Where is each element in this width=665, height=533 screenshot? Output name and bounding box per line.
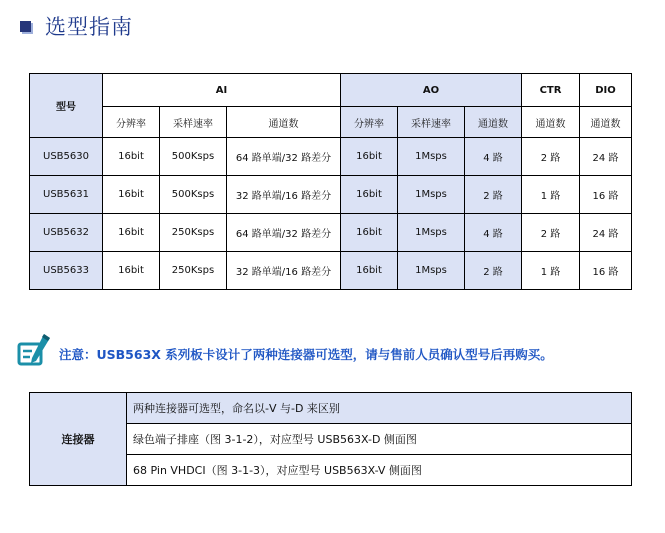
section-heading	[20, 12, 133, 40]
ctr-cell: 1 路	[522, 176, 580, 214]
ao-rate-cell: 1Msps	[398, 252, 465, 290]
ctr-cell: 1 路	[522, 252, 580, 290]
ai-channels-header: 通道数	[227, 107, 341, 138]
ao-resolution-cell: 16bit	[341, 176, 398, 214]
ai-rate-cell: 500Ksps	[160, 138, 227, 176]
connector-table	[29, 392, 632, 486]
heading-bullet-icon	[20, 21, 31, 32]
dio-channels-header: 通道数	[580, 107, 632, 138]
model-cell: USB5633	[30, 252, 103, 290]
table-row	[30, 214, 632, 252]
table-row	[30, 176, 632, 214]
ao-resolution-cell: 16bit	[341, 252, 398, 290]
ao-channels-header: 通道数	[465, 107, 522, 138]
ai-channels-cell: 64 路单端/32 路差分	[227, 214, 341, 252]
ao-rate-cell: 1Msps	[398, 214, 465, 252]
ctr-cell: 2 路	[522, 214, 580, 252]
ai-resolution-header: 分辨率	[103, 107, 160, 138]
ai-resolution-cell: 16bit	[103, 138, 160, 176]
ao-resolution-cell: 16bit	[341, 138, 398, 176]
dio-cell: 24 路	[580, 138, 632, 176]
ai-resolution-cell: 16bit	[103, 176, 160, 214]
dio-cell: 16 路	[580, 252, 632, 290]
ai-channels-cell: 64 路单端/32 路差分	[227, 138, 341, 176]
ctr-channels-header: 通道数	[522, 107, 580, 138]
ao-resolution-header: 分辨率	[341, 107, 398, 138]
model-cell: USB5630	[30, 138, 103, 176]
model-column-header: 型号	[30, 74, 103, 138]
ao-channels-cell: 4 路	[465, 138, 522, 176]
connector-desc-line: 68 Pin VHDCI（图 3-1-3），对应型号 USB563X-V 侧面图	[127, 455, 632, 486]
ao-rate-cell: 1Msps	[398, 138, 465, 176]
ai-rate-header: 采样速率	[160, 107, 227, 138]
note-text: 注意：USB563X 系列板卡设计了两种连接器可选型，请与售前人员确认型号后再购买。	[59, 347, 553, 362]
ai-resolution-cell: 16bit	[103, 214, 160, 252]
connector-label: 连接器	[30, 393, 127, 486]
selection-guide-table	[29, 73, 632, 290]
ao-channels-cell: 2 路	[465, 176, 522, 214]
ai-group-header: AI	[103, 74, 341, 107]
ai-channels-cell: 32 路单端/16 路差分	[227, 176, 341, 214]
note-callout	[17, 333, 553, 375]
ao-channels-cell: 2 路	[465, 252, 522, 290]
ai-rate-cell: 250Ksps	[160, 252, 227, 290]
table-row	[30, 393, 632, 424]
ai-resolution-cell: 16bit	[103, 252, 160, 290]
dio-group-header: DIO	[580, 74, 632, 107]
ao-rate-cell: 1Msps	[398, 176, 465, 214]
dio-cell: 16 路	[580, 176, 632, 214]
connector-desc-line: 两种连接器可选型，命名以-V 与-D 来区别	[127, 393, 632, 424]
ao-resolution-cell: 16bit	[341, 214, 398, 252]
ai-rate-cell: 250Ksps	[160, 214, 227, 252]
ao-channels-cell: 4 路	[465, 214, 522, 252]
ctr-cell: 2 路	[522, 138, 580, 176]
ctr-group-header: CTR	[522, 74, 580, 107]
ai-channels-cell: 32 路单端/16 路差分	[227, 252, 341, 290]
dio-cell: 24 路	[580, 214, 632, 252]
ao-group-header: AO	[341, 74, 522, 107]
model-cell: USB5632	[30, 214, 103, 252]
ao-rate-header: 采样速率	[398, 107, 465, 138]
page-title: 选型指南	[45, 15, 133, 39]
model-cell: USB5631	[30, 176, 103, 214]
note-pencil-icon	[17, 333, 51, 375]
table-row	[30, 138, 632, 176]
connector-desc-line: 绿色端子排座（图 3-1-2），对应型号 USB563X-D 侧面图	[127, 424, 632, 455]
ai-rate-cell: 500Ksps	[160, 176, 227, 214]
table-row	[30, 252, 632, 290]
